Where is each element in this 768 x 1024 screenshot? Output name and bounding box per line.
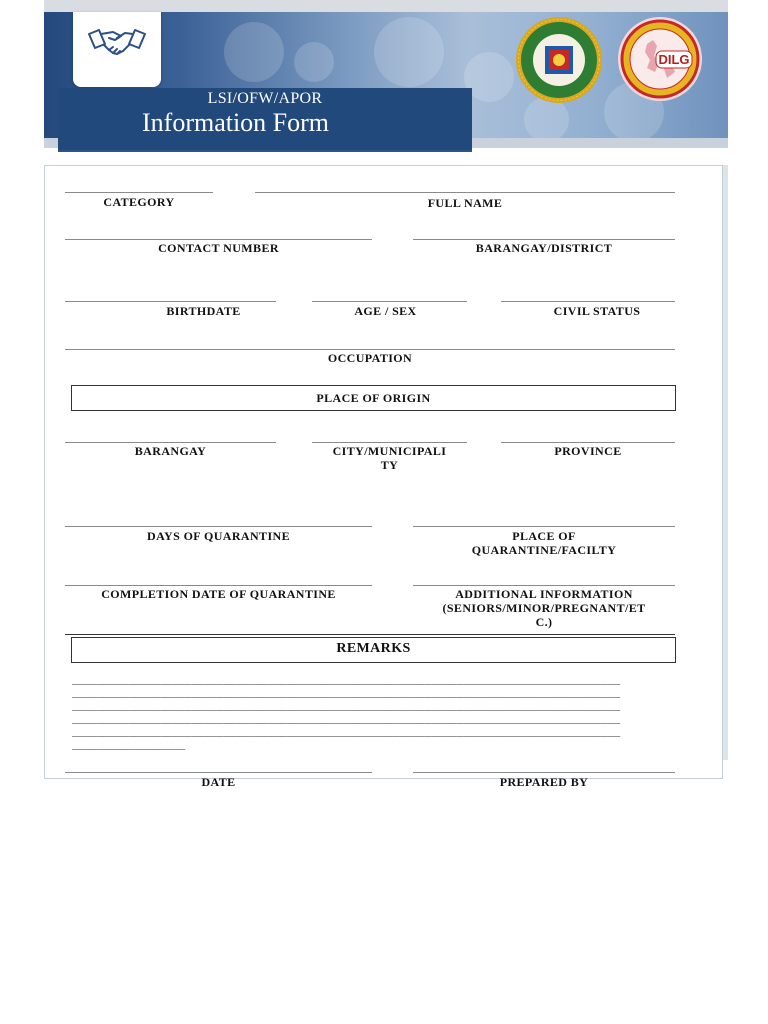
completion-date-label: COMPLETION DATE OF QUARANTINE (101, 587, 336, 601)
city-municipality-line[interactable] (312, 442, 467, 443)
civil-status-line[interactable] (501, 301, 675, 302)
barangay-label: BARANGAY (134, 444, 207, 458)
place-of-origin-label: PLACE OF ORIGIN (316, 391, 431, 405)
completion-date-line[interactable] (65, 585, 372, 586)
category-label: CATEGORY (103, 195, 175, 209)
full-name-line[interactable] (255, 192, 675, 193)
civil-status-label: CIVIL STATUS (553, 304, 641, 318)
dilg-seal (617, 16, 703, 102)
full-name-label: FULL NAME (427, 196, 503, 210)
header-top-strip (44, 0, 728, 12)
bokeh-decoration (374, 17, 444, 87)
barangay-district-line[interactable] (413, 239, 675, 240)
contact-number-line[interactable] (65, 239, 372, 240)
additional-info-label: ADDITIONAL INFORMATION (SENIORS/MINOR/PREGNANT/ET C.) (442, 587, 646, 629)
barangay-line[interactable] (65, 442, 276, 443)
date-line[interactable] (65, 772, 372, 773)
department-of-health-seal (515, 16, 603, 104)
age-sex-line[interactable] (312, 301, 467, 302)
remarks-top-rule (65, 634, 675, 635)
province-line[interactable] (501, 442, 675, 443)
remarks-write-area[interactable]: _______________________________________________________________________________________ _______________________________________________________________________________________ _______________________________________________________________________________________ _______________________________________________________________________________________ _______________________________________________________________________________________ __________________ (72, 676, 621, 753)
days-of-quarantine-label: DAYS OF QUARANTINE (147, 529, 290, 543)
place-of-origin-box (71, 385, 676, 411)
handshake-icon (87, 24, 147, 64)
category-line[interactable] (65, 192, 213, 193)
form-subtitle: LSI/OFW/APOR (207, 90, 323, 107)
province-label: PROVINCE (554, 444, 622, 458)
days-of-quarantine-line[interactable] (65, 526, 372, 527)
title-box (58, 88, 472, 152)
svg-text:DILG: DILG (658, 52, 690, 67)
date-label: DATE (201, 775, 236, 789)
prepared-by-line[interactable] (413, 772, 675, 773)
age-sex-label: AGE / SEX (354, 304, 417, 318)
additional-info-line[interactable] (413, 585, 675, 586)
form-title: Information Form (142, 108, 330, 137)
contact-number-label: CONTACT NUMBER (158, 241, 279, 255)
place-of-quarantine-line[interactable] (413, 526, 675, 527)
city-municipality-label: CITY/MUNICIPALI TY (332, 444, 447, 472)
occupation-label: OCCUPATION (327, 351, 413, 365)
prepared-by-label: PREPARED BY (499, 775, 589, 789)
barangay-district-label: BARANGAY/DISTRICT (475, 241, 613, 255)
birthdate-line[interactable] (65, 301, 276, 302)
occupation-line[interactable] (65, 349, 675, 350)
bokeh-decoration (294, 42, 334, 82)
remarks-label: REMARKS (336, 641, 411, 656)
birthdate-label: BIRTHDATE (166, 304, 241, 318)
place-of-quarantine-label: PLACE OF QUARANTINE/FACILTY (471, 529, 617, 557)
bokeh-decoration (224, 22, 284, 82)
logo-tab (73, 12, 161, 87)
remarks-box (71, 637, 676, 663)
